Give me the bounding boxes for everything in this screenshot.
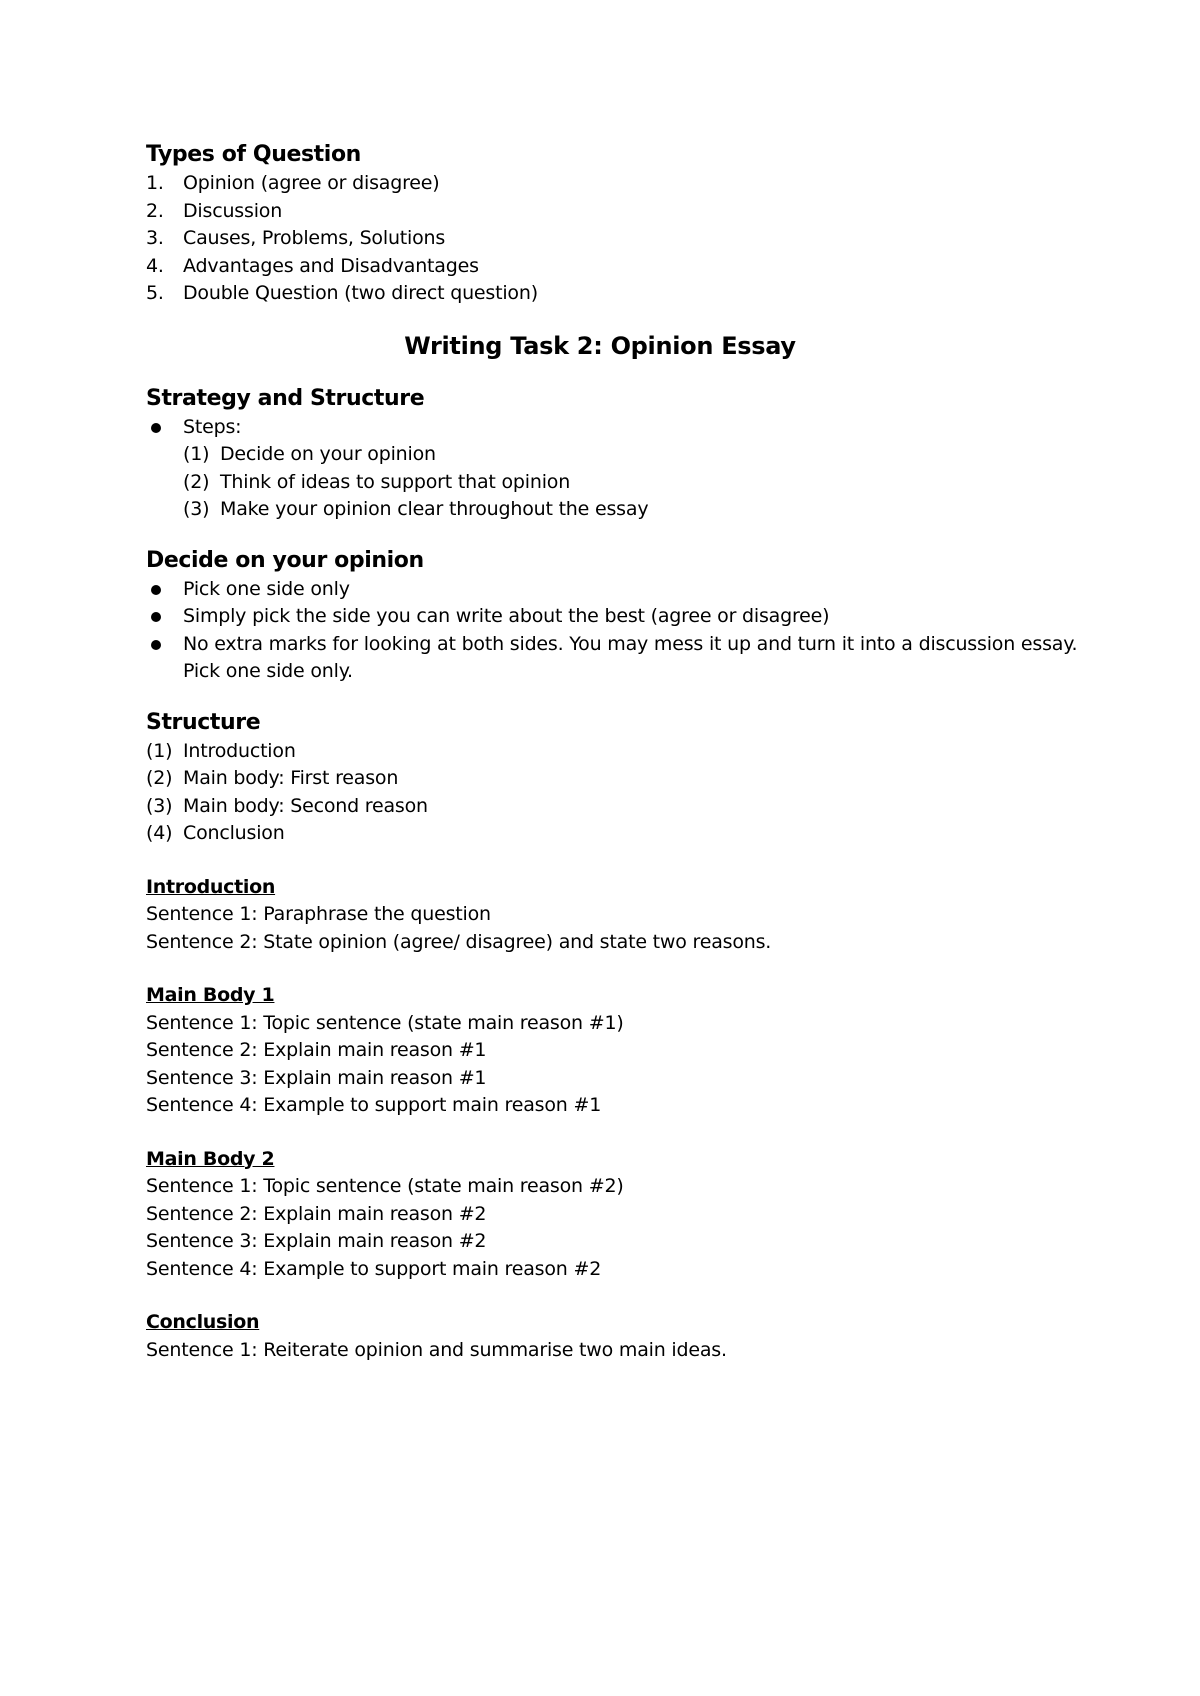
bullet-item	[146, 631, 1078, 659]
list-text: Make your opinion clear throughout the essay	[220, 498, 649, 520]
list-number: 5.	[146, 282, 164, 304]
list-number: (4)	[146, 822, 173, 844]
types-heading: Types of Question	[146, 142, 361, 167]
list-number: (2)	[183, 470, 210, 493]
list-item	[183, 496, 1066, 524]
list-item	[146, 280, 1066, 308]
main-body-1-line: Sentence 1: Topic sentence (state main reason #1)	[146, 1011, 624, 1034]
main-body-2-line: Sentence 4: Example to support main reason #2	[146, 1257, 602, 1280]
decide-heading: Decide on your opinion	[146, 547, 424, 573]
bullet-text: No extra marks for looking at both sides. You may mess it up and turn it into a discussion essay.	[183, 632, 1078, 655]
main-body-1-heading: Main Body 1	[146, 984, 275, 1006]
main-body-1-line: Sentence 2: Explain main reason #1	[146, 1039, 487, 1061]
document-title: Writing Task 2: Opinion Essay	[404, 331, 796, 360]
list-item	[146, 793, 1066, 821]
list-text: Advantages and Disadvantages	[183, 254, 479, 277]
bullet-text: Pick one side only	[183, 577, 350, 600]
list-text: Causes, Problems, Solutions	[183, 227, 446, 249]
list-number: (2)	[146, 767, 173, 789]
introduction-heading: Introduction	[146, 875, 276, 898]
list-number: 3.	[146, 227, 164, 249]
list-number: (3)	[183, 498, 210, 520]
main-body-2-heading: Main Body 2	[146, 1147, 275, 1170]
introduction-line: Sentence 2: State opinion (agree/ disagree) and state two reasons.	[146, 930, 772, 953]
list-text: Main body: First reason	[183, 767, 399, 789]
list-text: Conclusion	[183, 822, 285, 844]
list-number: 2.	[146, 199, 164, 222]
list-item	[146, 198, 1066, 226]
bullet-item	[146, 576, 1066, 604]
bullet-icon	[146, 631, 183, 659]
list-text: Discussion	[183, 199, 283, 222]
bullet-icon	[146, 603, 183, 631]
main-body-1-line: Sentence 3: Explain main reason #1	[146, 1066, 487, 1089]
bullet-item	[146, 414, 1066, 442]
list-text: Main body: Second reason	[183, 794, 428, 817]
bullet-icon	[146, 414, 183, 442]
list-item	[146, 253, 1066, 281]
list-item	[183, 441, 1066, 469]
list-text: Double Question (two direct question)	[183, 282, 538, 304]
main-body-2-line: Sentence 2: Explain main reason #2	[146, 1202, 487, 1225]
list-item	[146, 170, 1066, 198]
list-item	[146, 820, 1066, 848]
main-body-1-line: Sentence 4: Example to support main reason #1	[146, 1094, 602, 1116]
structure-heading: Structure	[146, 709, 261, 735]
list-item	[146, 738, 1066, 766]
list-number: 1.	[146, 172, 164, 194]
list-number: (3)	[146, 794, 173, 817]
introduction-line: Sentence 1: Paraphrase the question	[146, 903, 491, 925]
conclusion-line: Sentence 1: Reiterate opinion and summarise two main ideas.	[146, 1338, 727, 1361]
main-body-2-line: Sentence 3: Explain main reason #2	[146, 1230, 487, 1252]
bullet-text: Simply pick the side you can write about the best (agree or disagree)	[183, 605, 830, 627]
document-page	[146, 140, 1078, 1364]
bullet-item	[146, 603, 1066, 631]
list-item	[146, 765, 1066, 793]
types-list	[146, 170, 1066, 308]
list-number: (1)	[183, 443, 210, 465]
structure-list	[146, 738, 1066, 848]
strategy-heading: Strategy and Structure	[146, 385, 425, 411]
main-body-2-line: Sentence 1: Topic sentence (state main reason #2)	[146, 1175, 624, 1197]
bullet-text: Steps:	[183, 415, 242, 438]
list-number: (1)	[146, 739, 173, 762]
list-number: 4.	[146, 254, 164, 277]
list-item	[183, 469, 1066, 497]
list-item	[146, 225, 1066, 253]
list-text: Think of ideas to support that opinion	[220, 470, 571, 493]
list-text: Introduction	[183, 739, 296, 762]
list-text: Opinion (agree or disagree)	[183, 172, 440, 194]
bullet-icon	[146, 576, 183, 604]
bullet-continuation: Pick one side only.	[183, 660, 353, 682]
conclusion-heading: Conclusion	[146, 1311, 260, 1333]
list-text: Decide on your opinion	[220, 443, 436, 465]
steps-list	[146, 441, 1066, 524]
